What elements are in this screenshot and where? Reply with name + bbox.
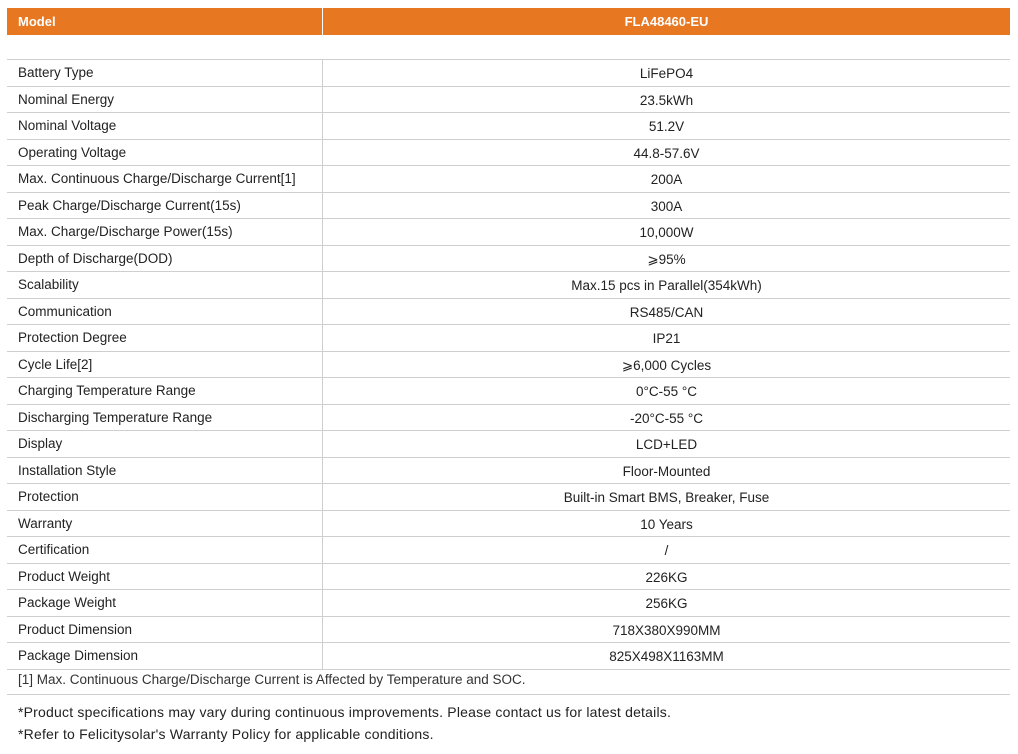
table-row [7,617,1010,644]
table-row [7,458,1010,485]
table-row [7,113,1010,140]
spec-value: ⩾6,000 Cycles [621,357,712,373]
table-row [7,87,1010,114]
spec-value: LCD+LED [635,437,698,452]
table-row [7,299,1010,326]
spec-value: ⩾95% [647,251,686,267]
table-row [7,564,1010,591]
spec-label: Protection Degree [7,325,323,351]
spec-value: RS485/CAN [629,304,704,320]
header-model-value: FLA48460-EU [624,14,709,29]
spec-value: -20°C-55 °C [629,410,704,426]
spec-value: 226KG [645,569,688,585]
spec-label: Package Dimension [7,643,323,669]
table-row [7,405,1010,432]
spec-label: Certification [7,537,323,563]
table-row [7,246,1010,273]
spec-value: 23.5kWh [639,92,694,108]
table-row [7,511,1010,538]
header-label: Model [7,8,323,35]
table-row [7,431,1010,458]
spec-value: Floor-Mounted [622,463,711,479]
spec-value: 300A [650,198,683,214]
table-row [7,193,1010,220]
table-row [7,325,1010,352]
footnote: [1] Max. Continuous Charge/Discharge Current is Affected by Temperature and SOC. [18,672,526,687]
spec-label: Nominal Energy [7,87,323,113]
spec-value: 10,000W [639,225,694,240]
spec-value: 44.8-57.6V [633,145,700,161]
spec-value: LiFePO4 [639,66,694,81]
spec-value: Max.15 pcs in Parallel(354kWh) [571,278,762,293]
table-row [7,60,1010,87]
spec-label: Product Weight [7,564,323,590]
spec-table [7,59,1010,670]
spec-label: Max. Charge/Discharge Power(15s) [7,219,323,245]
spec-label: Display [7,431,323,457]
spec-label: Charging Temperature Range [7,378,323,404]
spec-value: Built-in Smart BMS, Breaker, Fuse [563,490,770,505]
spec-value: 718X380X990MM [612,622,721,638]
spec-label: Warranty [7,511,323,537]
footnote-divider [7,694,1010,695]
spec-value: 10 Years [640,516,693,532]
spec-value: 256KG [645,596,688,611]
spec-label: Package Weight [7,590,323,616]
note-line: *Refer to Felicitysolar's Warranty Policy for applicable conditions. [18,726,434,742]
spec-value: 200A [650,172,683,187]
table-row [7,219,1010,246]
spec-label: Cycle Life[2] [7,352,323,378]
table-row [7,590,1010,617]
table-row [7,643,1010,670]
spec-label: Nominal Voltage [7,113,323,139]
spec-value: / [664,543,669,558]
spec-label: Depth of Discharge(DOD) [7,246,323,272]
table-row [7,484,1010,511]
spec-label: Scalability [7,272,323,298]
spec-label: Operating Voltage [7,140,323,166]
table-row [7,378,1010,405]
table-row [7,140,1010,167]
spec-label: Protection [7,484,323,510]
spec-label: Installation Style [7,458,323,484]
table-row [7,537,1010,564]
spec-label: Discharging Temperature Range [7,405,323,431]
notes [18,701,671,745]
table-row [7,272,1010,299]
spec-label: Product Dimension [7,617,323,643]
spec-value: 0°C-55 °C [635,384,698,399]
spec-label: Communication [7,299,323,325]
table-header [7,8,1010,35]
spec-value: 825X498X1163MM [609,649,724,664]
note-line: *Product specifications may vary during continuous improvements. Please contact us for latest details. [18,704,672,720]
spec-label: Max. Continuous Charge/Discharge Current[1] [7,166,323,192]
spec-label: Peak Charge/Discharge Current(15s) [7,193,323,219]
spec-value: IP21 [652,331,681,346]
table-row [7,166,1010,193]
table-row [7,352,1010,379]
spec-value: 51.2V [648,119,685,134]
spec-label: Battery Type [7,60,323,86]
